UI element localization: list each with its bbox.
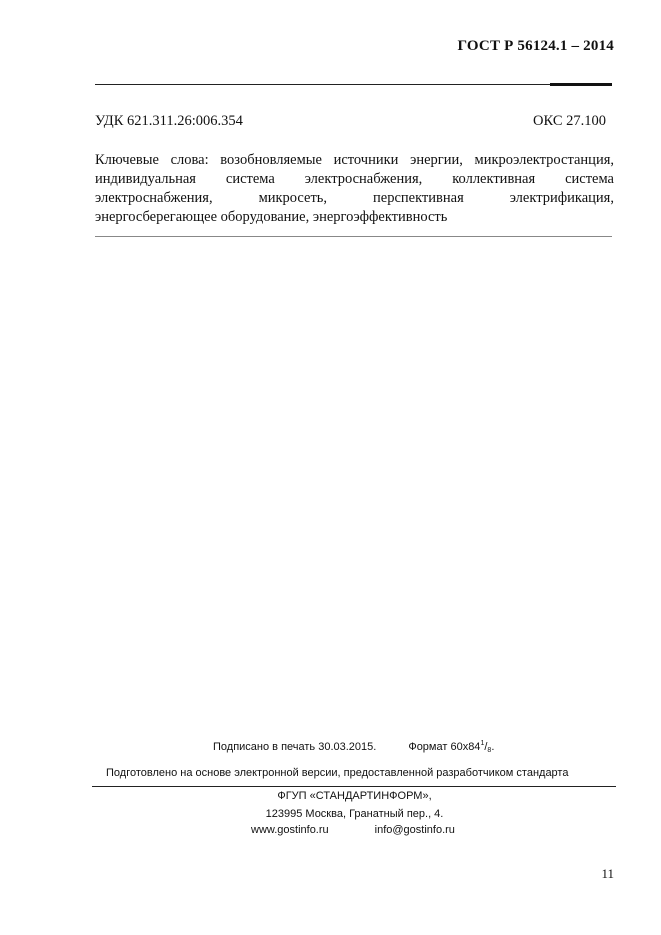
keyword-word: электроснабжения, [95, 190, 213, 206]
paper-format-denominator: 8 [487, 747, 492, 754]
oks-code: ОКС 27.100 [533, 113, 606, 129]
keyword-word: электроснабжения, [304, 171, 423, 187]
keywords-line-1: Ключевые слова: возобновляемые источники энергии, микроэлектростанция, [95, 152, 614, 168]
paper-format: Формат $60х84^1/_8$. [408, 740, 495, 754]
prepared-note: Подготовлено на основе электронной версии, предоставленной разработчиком стандарта [106, 767, 569, 779]
paper-format-suffix: . [491, 741, 495, 753]
email-link[interactable]: info@gostinfo.ru [374, 824, 455, 836]
keywords-line-2 [95, 170, 614, 189]
udk-code: УДК 621.311.26:006.354 [95, 113, 243, 129]
keyword-word: индивидуальная [95, 171, 196, 187]
paper-format-numerator: 1 [480, 740, 485, 747]
page-number: 11 [601, 866, 614, 881]
publisher-address: 123995 Москва, Гранатный пер., 4. [265, 808, 444, 820]
keywords-block [95, 151, 614, 227]
keyword-word: электрификация, [509, 190, 614, 206]
publisher-name: ФГУП «СТАНДАРТИНФОРМ», [277, 790, 432, 802]
keyword-word: микросеть, [258, 190, 328, 206]
header-rule-accent [550, 83, 612, 86]
keyword-word: система [565, 171, 614, 187]
header-rule [95, 84, 612, 85]
keyword-word: система [225, 171, 275, 187]
paper-format-prefix: Формат 60х84 [408, 741, 481, 753]
imprint-rule [92, 786, 616, 787]
keyword-word: перспективная [373, 190, 464, 206]
print-signed-line [213, 740, 494, 754]
publisher-contacts [251, 824, 455, 836]
standard-number: ГОСТ Р 56124.1 – 2014 [457, 38, 614, 54]
keywords-line-3 [95, 189, 614, 208]
keyword-word: коллективная [452, 171, 536, 187]
website-link[interactable]: www.gostinfo.ru [251, 824, 329, 836]
print-signed-date: Подписано в печать 30.03.2015. [213, 741, 377, 753]
keywords-rule [95, 236, 612, 237]
keywords-line-4: энергосберегающее оборудование, энергоэффективность [95, 209, 448, 225]
